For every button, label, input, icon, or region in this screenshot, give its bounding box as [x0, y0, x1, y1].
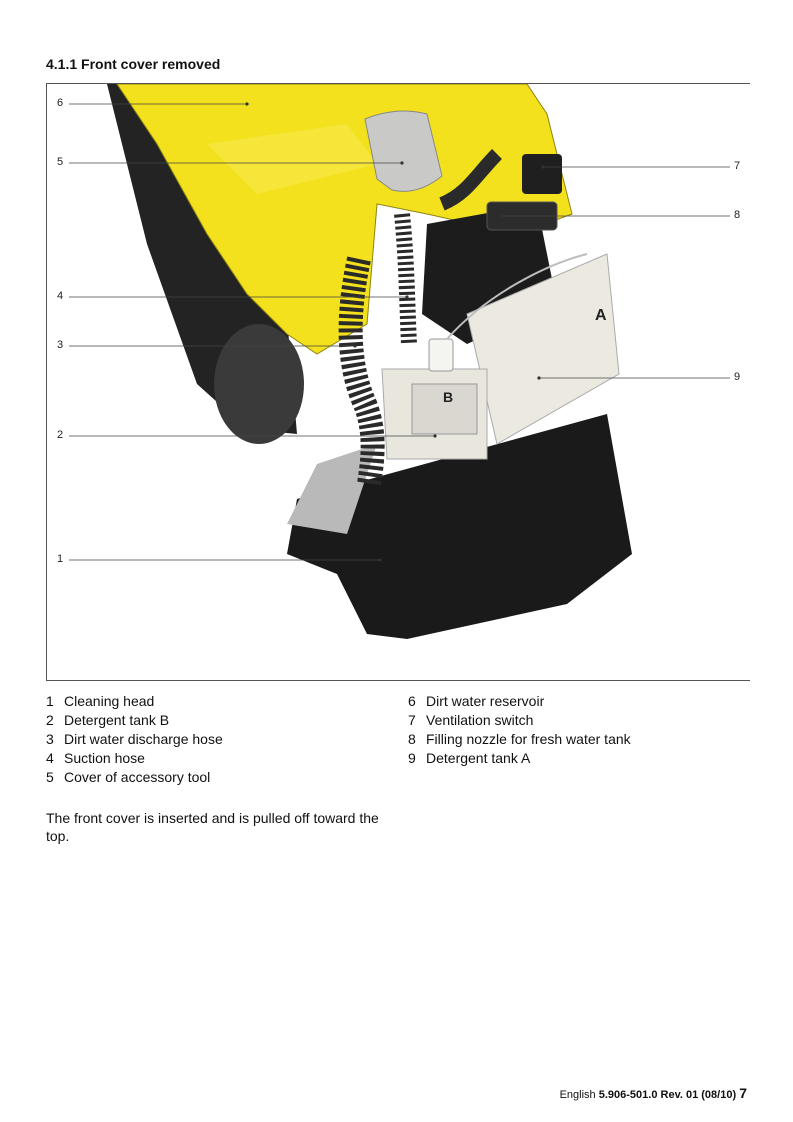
legend-item	[46, 768, 223, 787]
legend-item	[46, 692, 223, 711]
footer-language: English	[559, 1089, 596, 1101]
legend-item	[408, 730, 631, 749]
body-paragraph: The front cover is inserted and is pulled off toward the top.	[46, 810, 379, 844]
legend-num: 3	[46, 731, 54, 747]
callout-4: 4	[57, 290, 64, 302]
callout-8: 8	[734, 209, 741, 221]
legend-left	[46, 692, 223, 787]
ventilation-switch	[522, 154, 562, 194]
callout-2: 2	[57, 429, 64, 441]
legend-item	[46, 749, 223, 768]
callout-9: 9	[734, 371, 741, 383]
legend-text: Cover of accessory tool	[64, 769, 211, 785]
callout-7: 7	[734, 160, 741, 172]
legend-num: 8	[408, 731, 416, 747]
tank-a-letter: A	[595, 307, 607, 324]
legend-text: Ventilation switch	[426, 712, 534, 728]
legend-item	[408, 711, 631, 730]
tank-b-cap	[429, 339, 453, 371]
legend-num: 4	[46, 750, 54, 766]
legend-text: Dirt water reservoir	[426, 693, 545, 709]
legend-right	[408, 692, 631, 768]
section-heading	[46, 56, 220, 72]
legend-num: 5	[46, 769, 54, 785]
callout-1: 1	[57, 553, 64, 565]
legend-item	[46, 711, 223, 730]
page-number: 7	[739, 1085, 747, 1101]
page-footer	[560, 1085, 747, 1101]
legend-text: Detergent tank A	[426, 750, 531, 766]
legend-item	[408, 692, 631, 711]
legend-item	[408, 749, 631, 768]
callout-3: 3	[57, 339, 64, 351]
suction-hose	[402, 214, 409, 344]
legend-num: 2	[46, 712, 54, 728]
legend-text: Dirt water discharge hose	[64, 731, 223, 747]
legend-item	[46, 730, 223, 749]
legend-num: 7	[408, 712, 416, 728]
legend-text: Filling nozzle for fresh water tank	[426, 731, 631, 747]
legend-text: Cleaning head	[64, 693, 155, 709]
wheel	[214, 324, 304, 444]
callout-6: 6	[57, 97, 64, 109]
callout-5: 5	[57, 156, 64, 168]
tank-b-letter: B	[443, 389, 454, 405]
section-title: Front cover removed	[81, 56, 221, 72]
legend-num: 1	[46, 693, 54, 709]
legend-num: 9	[408, 750, 416, 766]
legend-num: 6	[408, 693, 416, 709]
footer-doc-number: 5.906-501.0 Rev. 01 (08/10)	[598, 1089, 737, 1101]
machine-illustration	[47, 84, 750, 680]
legend-text: Detergent tank B	[64, 712, 170, 728]
legend-text: Suction hose	[64, 750, 145, 766]
section-number: 4.1.1	[46, 56, 78, 72]
machine-figure	[46, 83, 750, 681]
